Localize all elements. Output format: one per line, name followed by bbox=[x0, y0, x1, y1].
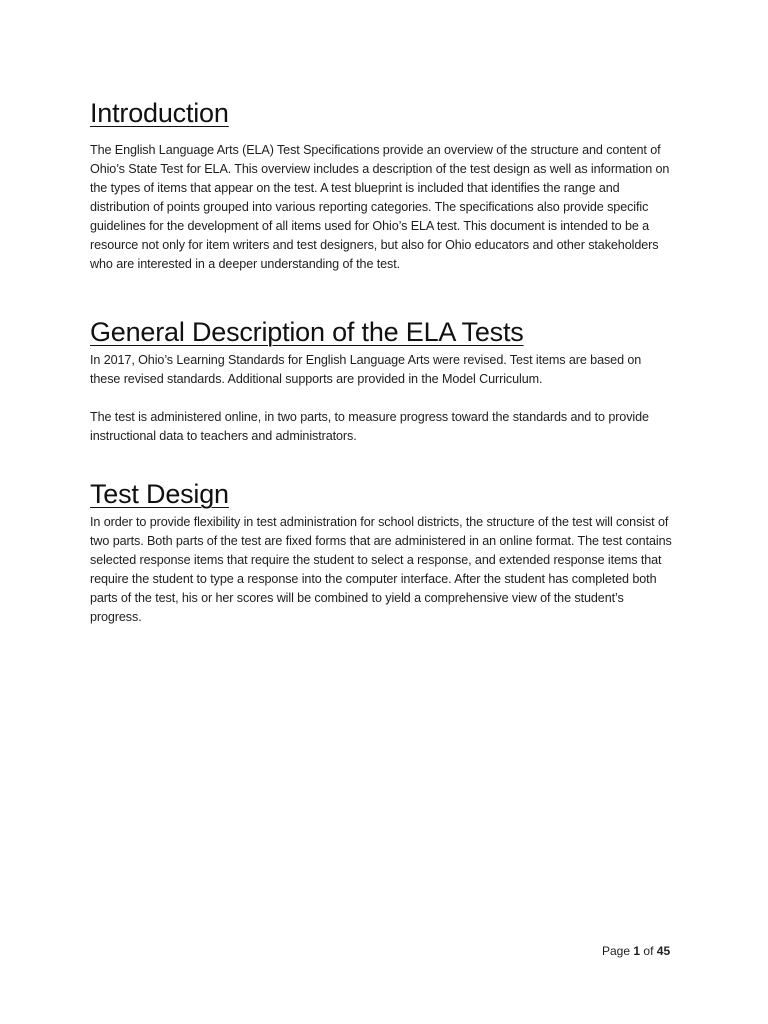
introduction-paragraph: The English Language Arts (ELA) Test Specifications provide an overview of the structure and content of Ohio’s State Test for ELA. This overview includes a description of the test design as well as information on the types of items that appear on the test. A test blueprint is included that identifies the range and distribution of points grouped into various reporting categories. The specifications also provide specific guidelines for the development of all items used for Ohio’s ELA test. This document is intended to be a resource not only for item writers and test designers, but also for Ohio educators and other stakeholders who are interested in a deeper understanding of the test. bbox=[90, 143, 670, 271]
section-heading-general-description: General Description of the ELA Tests bbox=[90, 317, 524, 347]
total-page-count: 45 bbox=[656, 944, 671, 958]
of-word: of bbox=[643, 944, 654, 958]
current-page-number: 1 bbox=[633, 944, 641, 958]
general-description-paragraph-2: The test is administered online, in two parts, to measure progress toward the standards and to provide instructional data to teachers and administrators. bbox=[90, 410, 649, 443]
section-heading-introduction: Introduction bbox=[90, 98, 229, 128]
section-heading-test-design: Test Design bbox=[90, 479, 229, 509]
general-description-paragraph-1: In 2017, Ohio’s Learning Standards for English Language Arts were revised. Test items are based on these revised standards. Additional supports are provided in the Model Curriculum. bbox=[90, 353, 642, 386]
page-number-footer bbox=[602, 943, 670, 959]
page-content bbox=[90, 96, 672, 627]
test-design-paragraph: In order to provide flexibility in test administration for school districts, the structure of the test will consist of two parts. Both parts of the test are fixed forms that are administered in an online format. The test contains selected response items that require the student to select a response, and extended response items that require the student to type a response into the computer interface. After the student has completed both parts of the test, his or her scores will be combined to yield a comprehensive view of the student’s progress. bbox=[90, 515, 672, 624]
page-word: Page bbox=[602, 944, 631, 958]
